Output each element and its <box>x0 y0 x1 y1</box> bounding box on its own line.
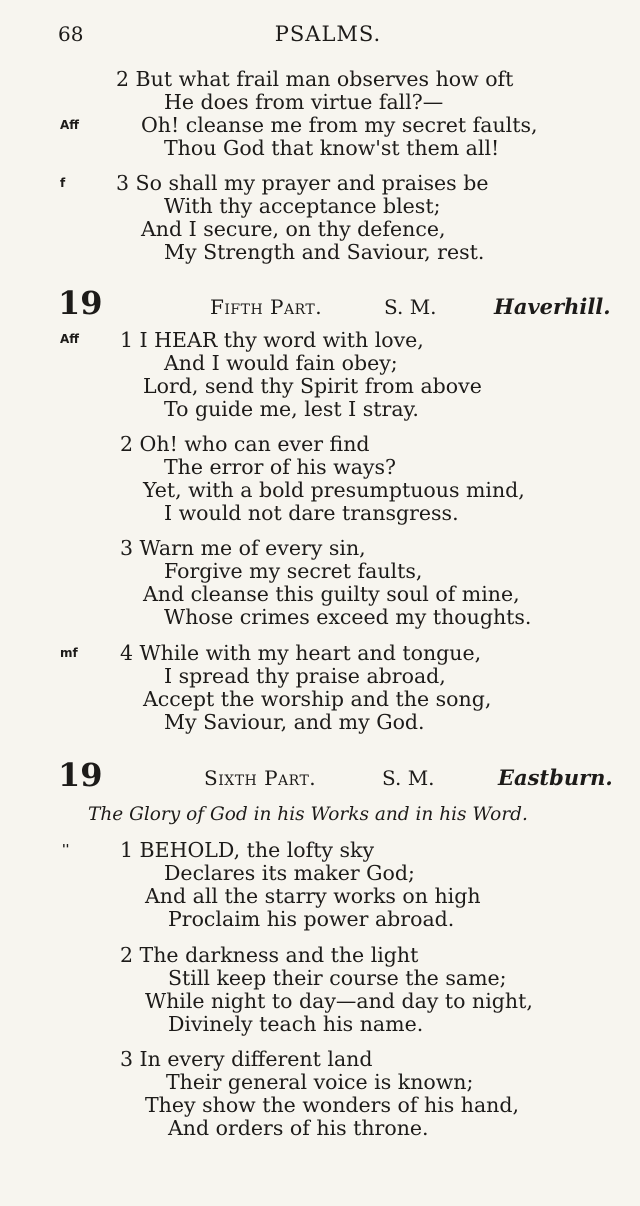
dynamic-mark: '' <box>62 842 70 856</box>
verse-line: Forgive my secret faults, <box>164 559 423 583</box>
hymn-subtitle: The Glory of God in his Works and in his Word. <box>88 804 528 825</box>
hymn-number: 19 <box>58 284 103 322</box>
part-title: Fifth Part. <box>210 295 323 319</box>
verse-line: 2 But what frail man observes how oft <box>116 67 514 91</box>
running-head: PSALMS. <box>274 22 382 46</box>
verse-line: Thou God that know'st them all! <box>164 136 500 160</box>
dynamic-mark: Aff <box>60 118 80 132</box>
verse-line: And I secure, on thy defence, <box>141 217 446 241</box>
verse-line: Yet, with a bold presumptuous mind, <box>143 478 525 502</box>
verse-line: To guide me, lest I stray. <box>164 397 419 421</box>
verse-line: I would not dare transgress. <box>164 501 459 525</box>
verse-line: Divinely teach his name. <box>168 1012 424 1036</box>
verse-line: Oh! cleanse me from my secret faults, <box>141 113 538 137</box>
verse-line: He does from virtue fall?— <box>164 90 444 114</box>
verse-line: Proclaim his power abroad. <box>168 907 455 931</box>
verse-line: Their general voice is known; <box>166 1070 474 1094</box>
verse-line: 3 So shall my prayer and praises be <box>116 171 489 195</box>
verse-line: Still keep their course the same; <box>168 966 507 990</box>
meter: S. M. <box>382 766 435 790</box>
dynamic-mark: Aff <box>60 332 80 346</box>
hymn-number: 19 <box>58 756 103 794</box>
dynamic-mark: mf <box>60 646 78 660</box>
page-number: 68 <box>58 22 84 46</box>
tune-name: Eastburn. <box>498 765 613 790</box>
verse-line: 2 Oh! who can ever find <box>120 432 370 456</box>
verse-line: While night to day—and day to night, <box>145 989 533 1013</box>
verse-line: And all the starry works on high <box>145 884 481 908</box>
verse-line: They show the wonders of his hand, <box>145 1093 520 1117</box>
verse-line: Declares its maker God; <box>164 861 415 885</box>
verse-line: 4 While with my heart and tongue, <box>120 641 482 665</box>
verse-line: Whose crimes exceed my thoughts. <box>164 605 532 629</box>
verse-line: 3 Warn me of every sin, <box>120 536 366 560</box>
verse-line: My Strength and Saviour, rest. <box>164 240 485 264</box>
page-header <box>58 22 598 48</box>
verse-line: And I would fain obey; <box>164 351 398 375</box>
verse-line: I spread thy praise abroad, <box>164 664 446 688</box>
verse-line: And cleanse this guilty soul of mine, <box>143 582 520 606</box>
verse-line: Lord, send thy Spirit from above <box>143 374 482 398</box>
verse-line: And orders of his throne. <box>168 1116 429 1140</box>
part-title: Sixth Part. <box>204 766 317 790</box>
verse-line: With thy acceptance blest; <box>164 194 441 218</box>
verse-line: My Saviour, and my God. <box>164 710 425 734</box>
verse-line: 1 I HEAR thy word with love, <box>120 328 424 352</box>
tune-name: Haverhill. <box>494 294 611 319</box>
verse-line: 1 BEHOLD, the lofty sky <box>120 838 375 862</box>
meter: S. M. <box>384 295 437 319</box>
verse-line: 3 In every different land <box>120 1047 373 1071</box>
dynamic-mark: f <box>60 176 66 190</box>
verse-line: Accept the worship and the song, <box>143 687 492 711</box>
verse-line: The error of his ways? <box>164 455 397 479</box>
verse-line: 2 The darkness and the light <box>120 943 419 967</box>
